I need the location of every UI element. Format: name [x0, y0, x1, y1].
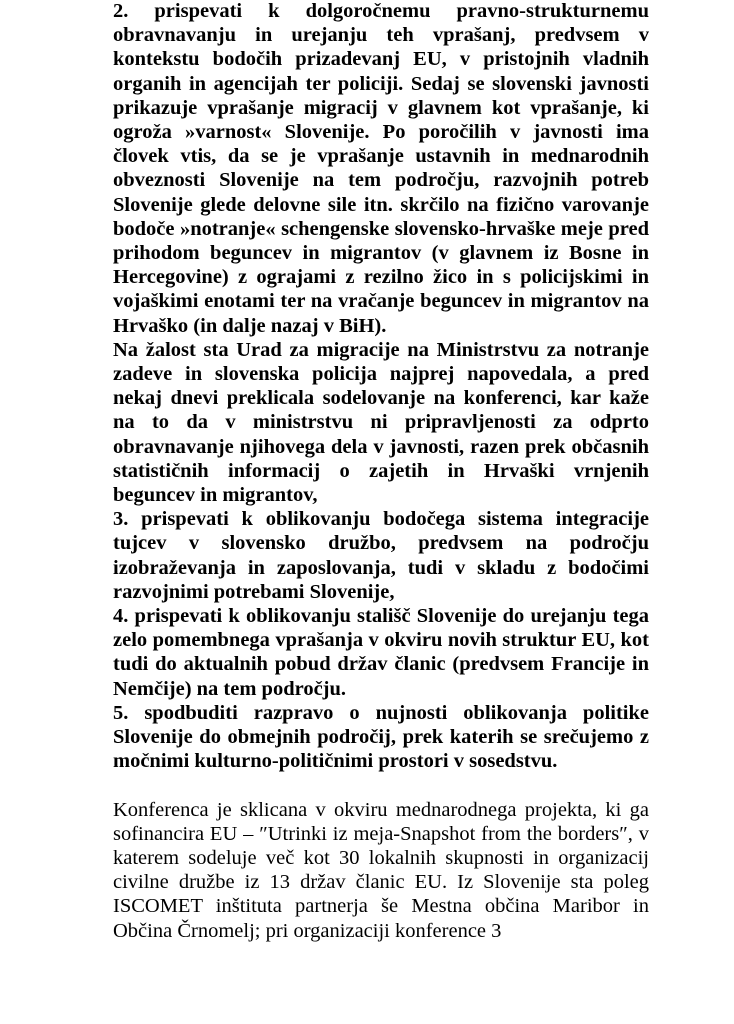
paragraph-spacer	[86, 774, 649, 798]
list-item-2	[86, 0, 649, 338]
conference-paragraph: Konferenca je sklicana v okviru mednarodnega projekta, ki ga sofinancira EU – ″Utrinki iz meja-Snapshot from the borders″, v katerem sodeluje več kot 30 lokalnih skupnosti in organizacij civilne družbe iz 13 držav članic EU. Iz Slovenije sta poleg ISCOMET inštituta partnerja še Mestna občina Maribor in Občina Črnomelj; pri organizaciji konference 3	[113, 798, 649, 942]
bold-list-section	[86, 0, 649, 774]
list-item-2-text: prispevati k dolgoročnemu pravno-strukturnemu obravnavanju in urejanju teh vprašanj, predvsem v kontekstu bodočih prizadevanj EU, v pristojnih vladnih organih in agencijah ter policiji. Sedaj se slovenski javnosti prikazuje vprašanje migracij v glavnem kot vprašanje, ki ogroža »varnost« Slovenije. Po poročilih v javnosti ima človek vtis, da se je vprašanje ustavnih in mednarodnih obveznosti Slovenije na tem področju, razvojnih potreb Slovenije glede delovne sile itn. skrčilo na fizično varovanje bodoče »notranje« schengenske slovensko-hrvaške meje pred prihodom beguncev in migrantov (v glavnem iz Bosne in Hercegovine) z ograjami z rezilno žico in s policijskimi in vojaškimi enotami ter na vračanje beguncev in migrantov na Hrvaško (in dalje nazaj v BiH).	[113, 0, 649, 337]
list-item-3: 3. prispevati k oblikovanju bodočega sistema integracije tujcev v slovensko družbo, predvsem na področju izobraževanja in zaposlovanja, tudi v skladu z bodočimi razvojnimi potrebami Slovenije,	[113, 508, 649, 603]
regret-paragraph: Na žalost sta Urad za migracije na Ministrstvu za notranje zadeve in slovenska policija najprej napovedala, a pred nekaj dnevi preklicala sodelovanje na konferenci, kar kaže na to da v ministrstvu ni pripravljenosti za odprto obravnavanje njihovega dela v javnosti, razen prek občasnih statističnih informacij o zajetih in Hrvaški vrnjenih beguncev in migrantov,	[113, 338, 649, 507]
list-item-4: 4. prispevati k oblikovanju stališč Slovenije do urejanju tega zelo pomembnega vprašanja v okviru novih struktur EU, kot tudi do aktualnih pobud držav članic (predvsem Francije in Nemčije) na tem področju.	[113, 605, 649, 700]
list-item-5: 5. spodbuditi razpravo o nujnosti oblikovanja politike Slovenije do obmejnih področij, prek katerih se srečujemo z močnimi kulturno-političnimi prostori v sosedstvu.	[113, 701, 649, 773]
list-item-2-number: 2.	[113, 0, 129, 22]
